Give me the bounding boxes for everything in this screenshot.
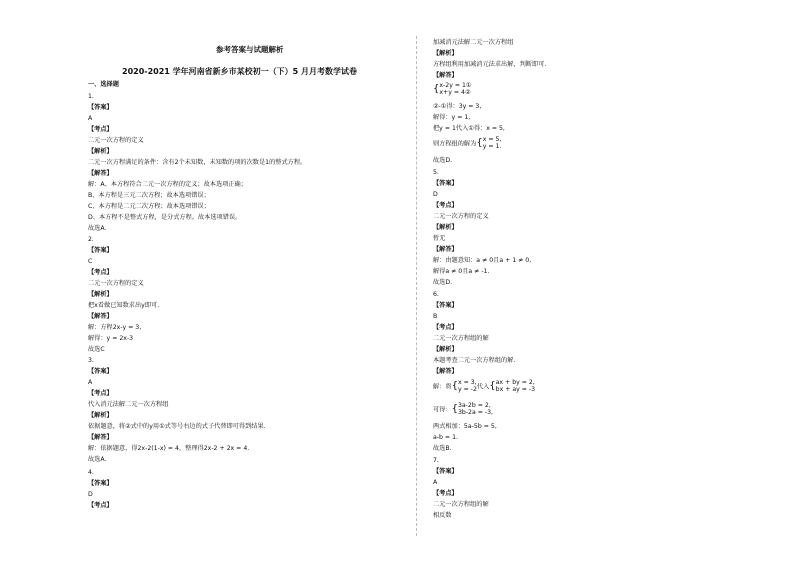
q7-number: 7. (433, 457, 439, 464)
q4-equation-system (433, 83, 471, 96)
equation: x-2y = 1① (439, 82, 472, 89)
q2-answer: C (88, 258, 93, 265)
q6-analysis-label: 【解析】 (433, 346, 458, 353)
q4-solution-label: 【解答】 (433, 72, 458, 79)
q6-answer-label: 【答案】 (433, 302, 458, 309)
q2-solution-line: 解：方程2x-y = 3, (88, 324, 142, 331)
q1-solution-label: 【解答】 (88, 170, 113, 177)
q4-point: 加减消元法解二元一次方程组 (433, 39, 514, 46)
q4-answer: D (88, 491, 93, 498)
substitution-mid: 代入 (476, 383, 490, 391)
q7-point: 二元一次方程组的解 (433, 501, 489, 508)
left-brace-icon: { (451, 380, 458, 392)
column-divider (416, 36, 417, 536)
q4-analysis-label: 【解析】 (433, 50, 458, 57)
q1-solution-line: B、本方程是三元二次方程；故本选项错误； (88, 192, 210, 199)
equation-stack (458, 403, 493, 416)
equation: x = 3, (457, 379, 477, 386)
equation: y = -2 (457, 385, 477, 393)
q3-analysis: 依据题意，将②式中的y用①式等号右边的式子代替即可得到结果. (88, 423, 266, 430)
section-heading: 一、选择题 (88, 81, 119, 88)
equation-stack (439, 83, 471, 96)
q3-number: 3. (88, 357, 94, 364)
q6-conclusion: 故选B. (433, 445, 452, 452)
q4-step: ②-①得：3y = 3, (433, 103, 482, 110)
q5-analysis-label: 【解析】 (433, 224, 458, 231)
q2-solution-line: 解得：y = 2x-3 (88, 335, 134, 342)
q2-answer-label: 【答案】 (88, 247, 113, 254)
equation: ax + by = 2, (495, 379, 535, 386)
right-column (433, 0, 723, 562)
q1-solution-line: C、本方程是二元二次方程；故本选项错误； (88, 203, 210, 210)
q1-analysis: 二元一次方程满足的条件：含有2个未知数，未知数的项的次数是1的整式方程。 (88, 159, 307, 166)
q6-point-label: 【考点】 (433, 324, 458, 331)
q1-point-label: 【考点】 (88, 126, 113, 133)
q4-step: 把y = 1代入①得：x = 5, (433, 125, 505, 132)
left-brace-icon: { (433, 83, 440, 95)
equation-stack (483, 137, 502, 150)
q3-solution-label: 【解答】 (88, 434, 113, 441)
q6-number: 6. (433, 291, 439, 298)
q1-answer: A (88, 115, 93, 122)
q2-analysis-label: 【解析】 (88, 291, 113, 298)
q6-step: 两式相加：5a-5b = 5, (433, 423, 497, 430)
q6-derived-system (433, 403, 493, 416)
q2-solution-label: 【解答】 (88, 313, 113, 320)
q5-solution-line: 解得a ≠ 0且a ≠ -1. (433, 268, 490, 275)
q6-solution-label: 【解答】 (433, 368, 458, 375)
equation: 3b-2a = -3, (457, 408, 494, 416)
q5-solution-label: 【解答】 (433, 246, 458, 253)
q7-point: 相反数 (433, 512, 452, 519)
q4-step: 解得：y = 1, (433, 114, 471, 121)
doc-title: 参考答案与试题解析 (216, 45, 284, 54)
equation: 3a-2b = 2, (457, 402, 491, 409)
q5-answer-label: 【答案】 (433, 180, 458, 187)
q2-point: 二元一次方程的定义 (88, 280, 144, 287)
left-brace-icon: { (451, 403, 458, 415)
equation: x+y = 4② (439, 88, 471, 96)
q3-point: 代入消元法解二元一次方程组 (88, 401, 169, 408)
q6-analysis: 本题考查二元一次方程组的解. (433, 357, 516, 364)
q3-answer: A (88, 379, 93, 386)
equation-stack (496, 380, 535, 393)
left-brace-icon: { (489, 380, 496, 392)
equation: x = 5, (482, 136, 502, 143)
q1-solution-line: D、本方程不是整式方程，是分式方程。故本选项错误。 (88, 214, 242, 221)
left-brace-icon: { (476, 137, 483, 149)
q4-answer-label: 【答案】 (88, 480, 113, 487)
q2-conclusion: 故选C (88, 346, 105, 353)
q1-solution-line: 解：A、本方程符合二元一次方程的定义；故本选项正确； (88, 181, 247, 188)
solution-prefix: 则方程组的解为 (433, 140, 477, 148)
exam-title: 2020-2021 学年河南省新乡市某校初一（下）5 月月考数学试卷 (122, 67, 357, 76)
q2-number: 2. (88, 236, 94, 243)
q3-solution-line: 解：依据题意，得2x-2(1-x) = 4，整理得2x-2 + 2x = 4. (88, 445, 250, 452)
q5-conclusion: 故选D. (433, 279, 453, 286)
q5-solution-line: 解：由题意知：a ≠ 0且a + 1 ≠ 0, (433, 257, 532, 264)
q2-point-label: 【考点】 (88, 269, 113, 276)
q4-solution-system (433, 137, 501, 150)
q1-answer-label: 【答案】 (88, 104, 113, 111)
q5-point-label: 【考点】 (433, 202, 458, 209)
q7-point-label: 【考点】 (433, 490, 458, 497)
equation-stack (458, 380, 477, 393)
q3-point-label: 【考点】 (88, 390, 113, 397)
derived-prefix: 可得： (433, 406, 452, 414)
q4-conclusion: 故选D. (433, 157, 453, 164)
q6-answer: B (433, 313, 438, 320)
q7-answer: A (433, 479, 438, 486)
q7-answer-label: 【答案】 (433, 468, 458, 475)
q3-answer-label: 【答案】 (88, 368, 113, 375)
q1-number: 1. (88, 93, 94, 100)
q1-point: 二元一次方程的定义 (88, 137, 144, 144)
q5-analysis: 暂无 (433, 235, 446, 242)
q4-analysis: 方程组利用加减消元法求出解，判断即可. (433, 61, 547, 68)
q4-number: 4. (88, 469, 94, 476)
equation: y = 1. (482, 142, 502, 150)
q1-conclusion: 故选A. (88, 225, 107, 232)
q6-step: a-b = 1. (433, 434, 458, 441)
substitution-prefix: 解：将 (433, 383, 452, 391)
left-column (88, 0, 388, 562)
q2-analysis: 把x看做已知数求出y即可. (88, 302, 160, 309)
q3-conclusion: 故选A. (88, 456, 107, 463)
q3-analysis-label: 【解析】 (88, 412, 113, 419)
q4-point-label: 【考点】 (88, 502, 113, 509)
q6-substitution (433, 380, 535, 393)
q5-answer: D (433, 191, 438, 198)
q6-point: 二元一次方程组的解 (433, 335, 489, 342)
q1-analysis-label: 【解析】 (88, 148, 113, 155)
equation: bx + ay = -3 (495, 385, 536, 393)
q5-point: 二元一次方程的定义 (433, 213, 489, 220)
q5-number: 5. (433, 169, 439, 176)
